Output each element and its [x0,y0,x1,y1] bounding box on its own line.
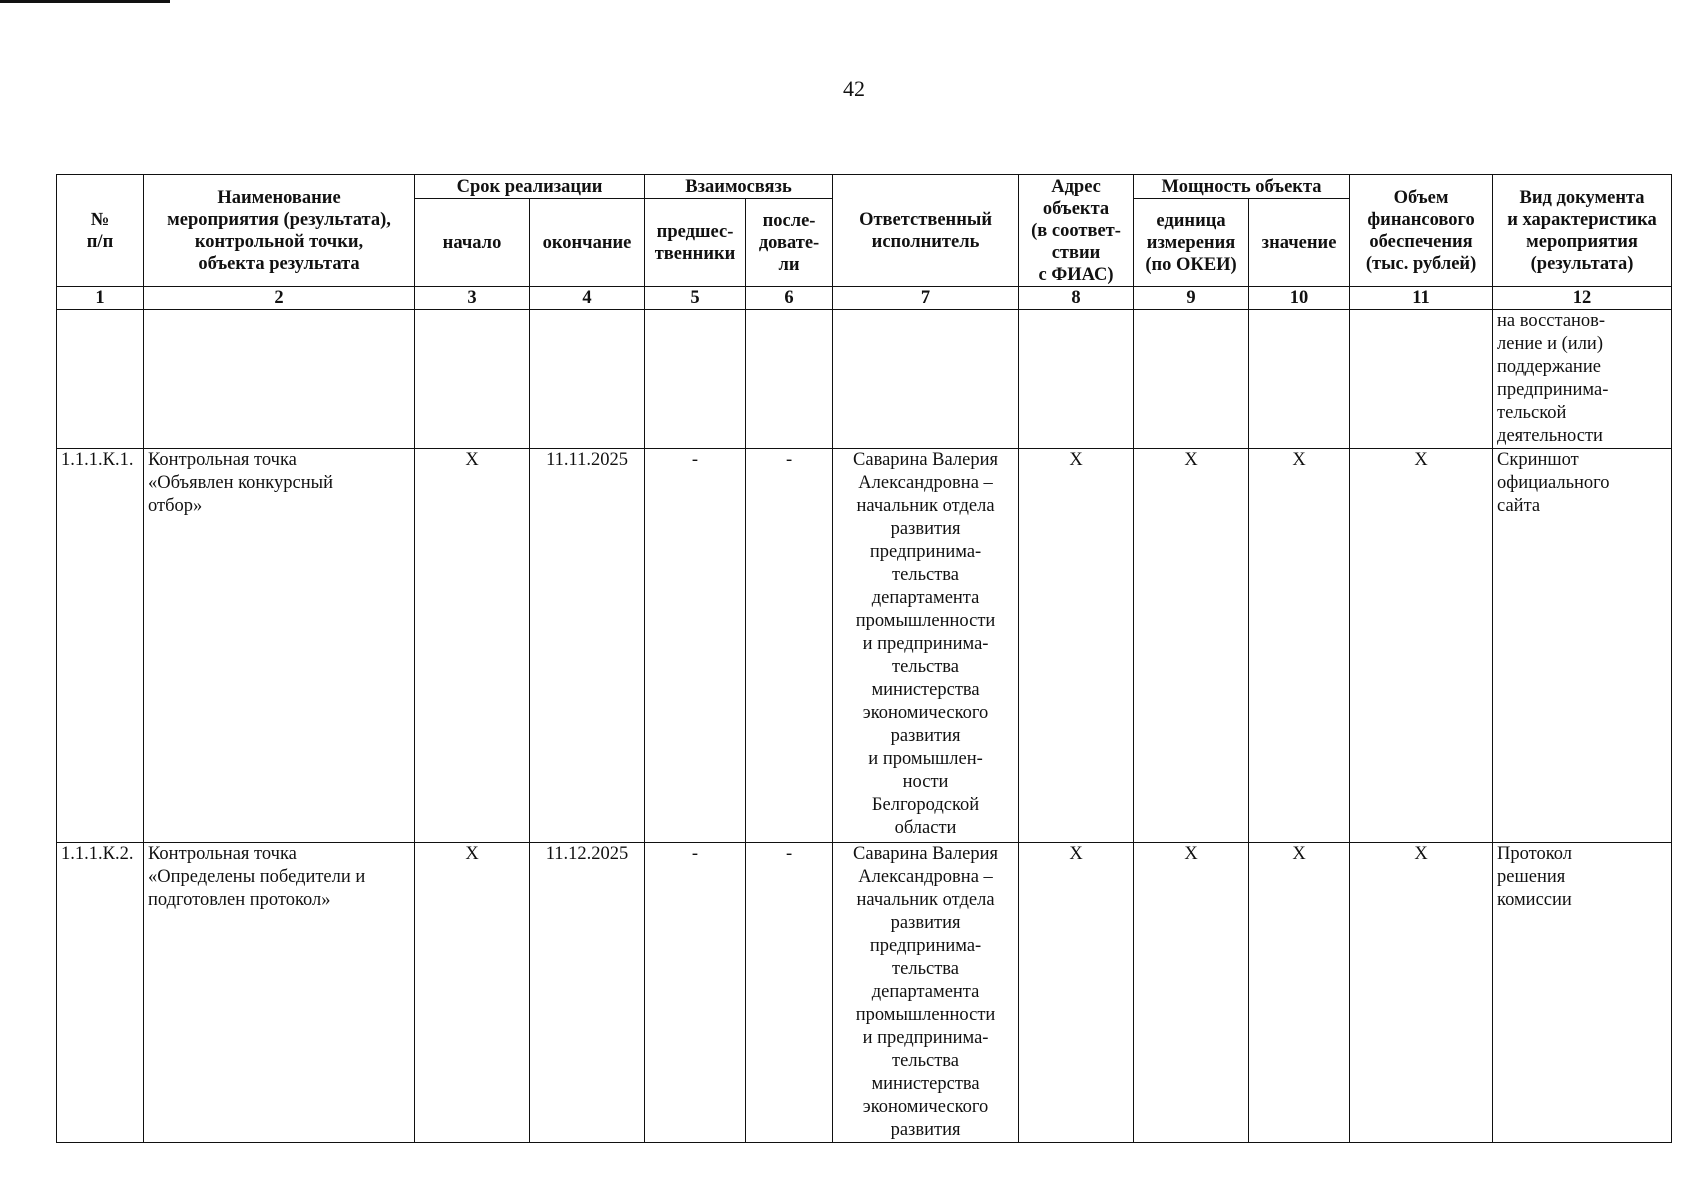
cell-finance: Х [1350,843,1493,1143]
col-header-value: значение [1249,199,1350,287]
table-body [57,310,1672,1143]
cell-value [1249,310,1350,449]
col-header-start: начало [415,199,530,287]
cell-finance [1350,310,1493,449]
cell-end: 11.11.2025 [530,449,645,843]
col-header-successors: после- довате- ли [746,199,833,287]
col-header-finance: Объем финансового обеспечения (тыс. рублей) [1350,175,1493,287]
column-number-row [57,287,1672,310]
cell-value: Х [1249,449,1350,843]
column-number: 10 [1249,287,1350,310]
col-header-unit: единица измерения (по ОКЕИ) [1134,199,1249,287]
cell-address [1019,310,1134,449]
cell-number: 1.1.1.К.2. [57,843,144,1143]
cell-start [415,310,530,449]
cell-number: 1.1.1.К.1. [57,449,144,843]
group-header-link: Взаимосвязь [645,175,833,199]
cell-successors: - [746,449,833,843]
table-header [57,175,1672,310]
cell-name: Контрольная точка «Объявлен конкурсный отбор» [144,449,415,843]
col-header-predecessors: предшес- твенники [645,199,746,287]
cell-start: Х [415,449,530,843]
cell-unit [1134,310,1249,449]
col-header-name: Наименование мероприятия (результата), контрольной точки, объекта результата [144,175,415,287]
column-number: 7 [833,287,1019,310]
column-number: 2 [144,287,415,310]
cell-responsible [833,310,1019,449]
column-number: 8 [1019,287,1134,310]
group-header-term: Срок реализации [415,175,645,199]
table-row [57,310,1672,449]
cell-document: на восстанов- ление и (или) поддержание предпринима- тельской деятельности [1493,310,1672,449]
cell-end: 11.12.2025 [530,843,645,1143]
column-number: 4 [530,287,645,310]
cell-predecessors: - [645,449,746,843]
group-header-capacity: Мощность объекта [1134,175,1350,199]
cell-predecessors: - [645,843,746,1143]
implementation-plan-table [56,174,1672,1143]
cell-start: Х [415,843,530,1143]
cell-address: Х [1019,843,1134,1143]
column-number: 3 [415,287,530,310]
cell-finance: Х [1350,449,1493,843]
column-number: 5 [645,287,746,310]
cell-successors [746,310,833,449]
cell-unit: Х [1134,449,1249,843]
cell-unit: Х [1134,843,1249,1143]
cell-document: Скриншот официального сайта [1493,449,1672,843]
table-row [57,843,1672,1143]
col-header-document: Вид документа и характеристика мероприятия (результата) [1493,175,1672,287]
cell-number [57,310,144,449]
cell-name [144,310,415,449]
col-header-responsible: Ответственный исполнитель [833,175,1019,287]
col-header-number: № п/п [57,175,144,287]
col-header-address: Адрес объекта (в соответ- ствии с ФИАС) [1019,175,1134,287]
cell-successors: - [746,843,833,1143]
column-number: 12 [1493,287,1672,310]
page-number: 42 [843,76,865,101]
column-number: 6 [746,287,833,310]
cell-predecessors [645,310,746,449]
cell-document: Протокол решения комиссии [1493,843,1672,1143]
table-row [57,449,1672,843]
column-number: 9 [1134,287,1249,310]
cell-value: Х [1249,843,1350,1143]
top-edge-rule [0,0,170,3]
column-number: 1 [57,287,144,310]
column-number: 11 [1350,287,1493,310]
cell-end [530,310,645,449]
cell-responsible: Саварина Валерия Александровна – начальник отдела развития предпринима- тельства департамента промышленности и предпринима- тельства министерства экономического развития и промышлен- ности Белгородской области [833,449,1019,843]
col-header-end: окончание [530,199,645,287]
cell-name: Контрольная точка «Определены победители и подготовлен протокол» [144,843,415,1143]
cell-responsible: Саварина Валерия Александровна – начальник отдела развития предпринима- тельства департамента промышленности и предпринима- тельства министерства экономического развития [833,843,1019,1143]
cell-address: Х [1019,449,1134,843]
